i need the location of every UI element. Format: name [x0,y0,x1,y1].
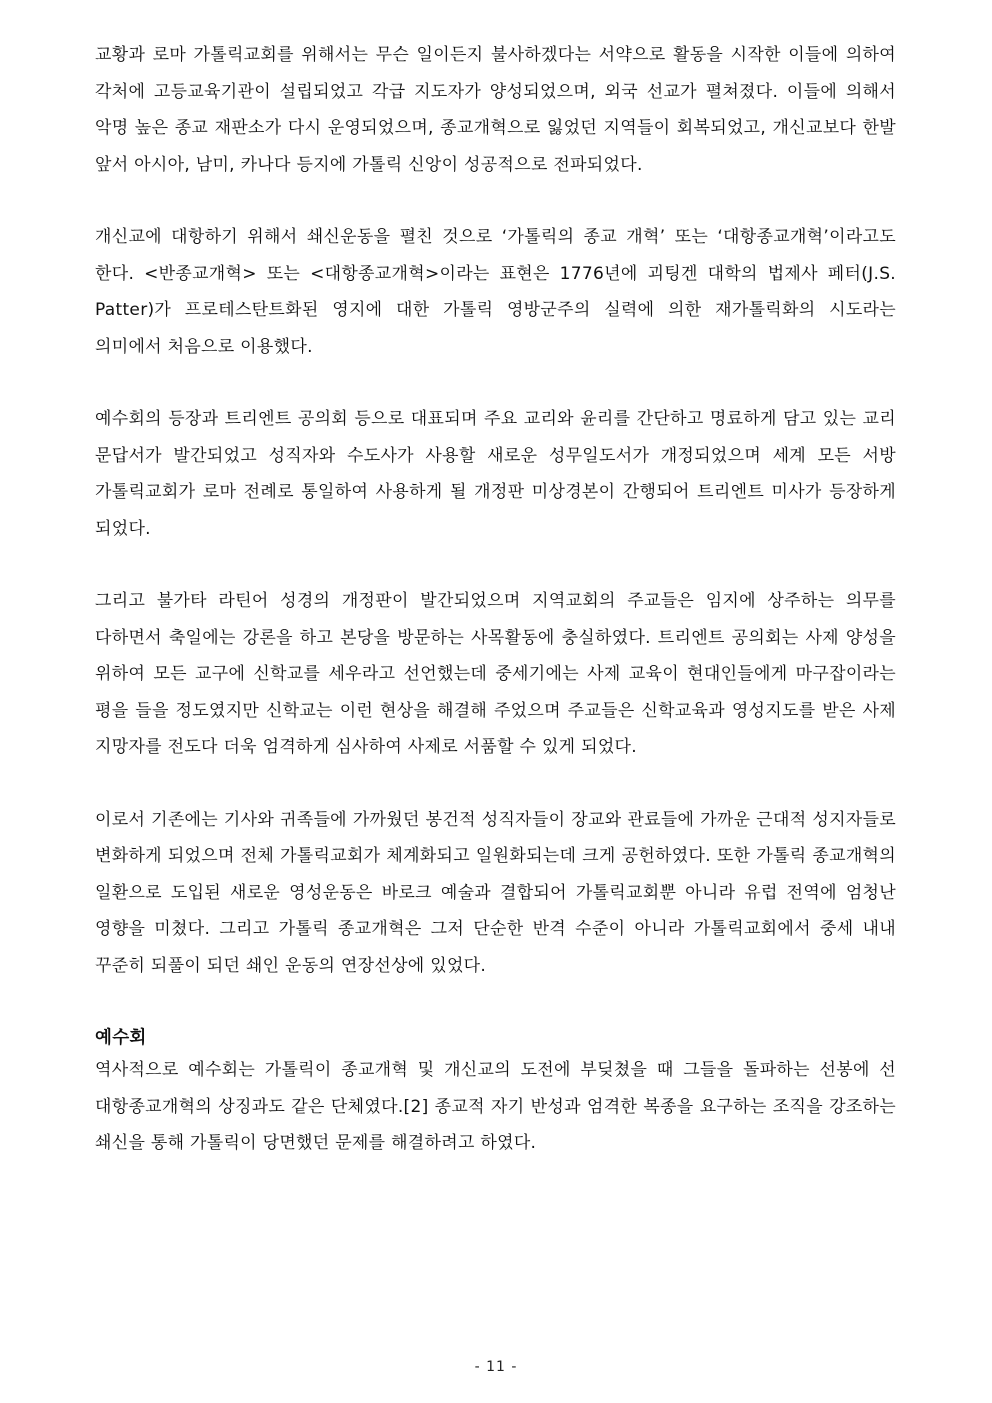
paragraph-2: 개신교에 대항하기 위해서 쇄신운동을 펼친 것으로 ‘가톨릭의 종교 개혁’ 또는 ‘대항종교개혁’이라고도 한다. <반종교개혁> 또는 <대항종교개혁>이라는 표현은 1776년에 괴팅겐 대학의 법제사 페터(J.S. Patter)가 프로테스탄트화된 영지에 대한 가톨릭 영방군주의 실력에 의한 재가톨릭화의 시도라는 의미에서 처음으로 이용했다. [95,227,896,357]
paragraph-3: 예수회의 등장과 트리엔트 공의회 등으로 대표되며 주요 교리와 윤리를 간단하고 명료하게 담고 있는 교리 문답서가 발간되었고 성직자와 수도사가 사용할 새로운 성무일도서가 개정되었으며 세계 모든 서방 가톨릭교회가 로마 전례로 통일하여 사용하게 될 개정판 미상경본이 간행되어 트리엔트 미사가 등장하게 되었다. [95,409,896,539]
paragraph-gap [95,365,896,401]
section-paragraph: 역사적으로 예수회는 가톨릭이 종교개혁 및 개신교의 도전에 부딪쳤을 때 그들을 돌파하는 선봉에 선 대항종교개혁의 상징과도 같은 단체였다.[2] 종교적 자기 반성과 엄격한 복종을 요구하는 조직을 강조하는 쇄신을 통해 가톨릭이 당면했던 문제를 해결하려고 하였다. [95,1060,896,1153]
document-body [95,37,896,1162]
paragraph-4: 그리고 불가타 라틴어 성경의 개정판이 발간되었으며 지역교회의 주교들은 임지에 상주하는 의무를 다하면서 축일에는 강론을 하고 본당을 방문하는 사목활동에 충실하였다. 트리엔트 공의회는 사제 양성을 위하여 모든 교구에 신학교를 세우라고 선언했는데 중세기에는 사제 교육이 현대인들에게 마구잡이라는 평을 들을 정도였지만 신학교는 이런 현상을 해결해 주었으며 주교들은 신학교육과 영성지도를 받은 사제 지망자를 전도다 더욱 엄격하게 심사하여 사제로 서품할 수 있게 되었다. [95,591,896,757]
paragraph-gap [95,547,896,583]
paragraph-5: 이로서 기존에는 기사와 귀족들에 가까웠던 봉건적 성직자들이 장교와 관료들에 가까운 근대적 성지자들로 변화하게 되었으며 전체 가톨릭교회가 체계화되고 일원화되는데 크게 공헌하였다. 또한 가톨릭 종교개혁의 일환으로 도입된 새로운 영성운동은 바로크 예술과 결합되어 가톨릭교회뿐 아니라 유럽 전역에 엄청난 영향을 미쳤다. 그리고 가톨릭 종교개혁은 그저 단순한 반격 수준이 아니라 가톨릭교회에서 중세 내내 꾸준히 되풀이 되던 쇄인 운동의 연장선상에 있었다. [95,809,896,976]
paragraph-gap [95,766,896,802]
page-number: - 11 - [474,1359,518,1375]
section-heading: 예수회 [95,1028,147,1048]
paragraph-gap [95,984,896,1020]
paragraph-gap [95,183,896,219]
paragraph-1: 교황과 로마 가톨릭교회를 위해서는 무슨 일이든지 불사하겠다는 서약으로 활동을 시작한 이들에 의하여 각처에 고등교육기관이 설립되었고 각급 지도자가 양성되었으며, 외국 선교가 펼쳐졌다. 이들에 의해서 악명 높은 종교 재판소가 다시 운영되었으며, 종교개혁으로 잃었던 지역들이 회복되었고, 개신교보다 한발 앞서 아시아, 남미, 카나다 등지에 가톨릭 신앙이 성공적으로 전파되었다. [95,45,896,175]
